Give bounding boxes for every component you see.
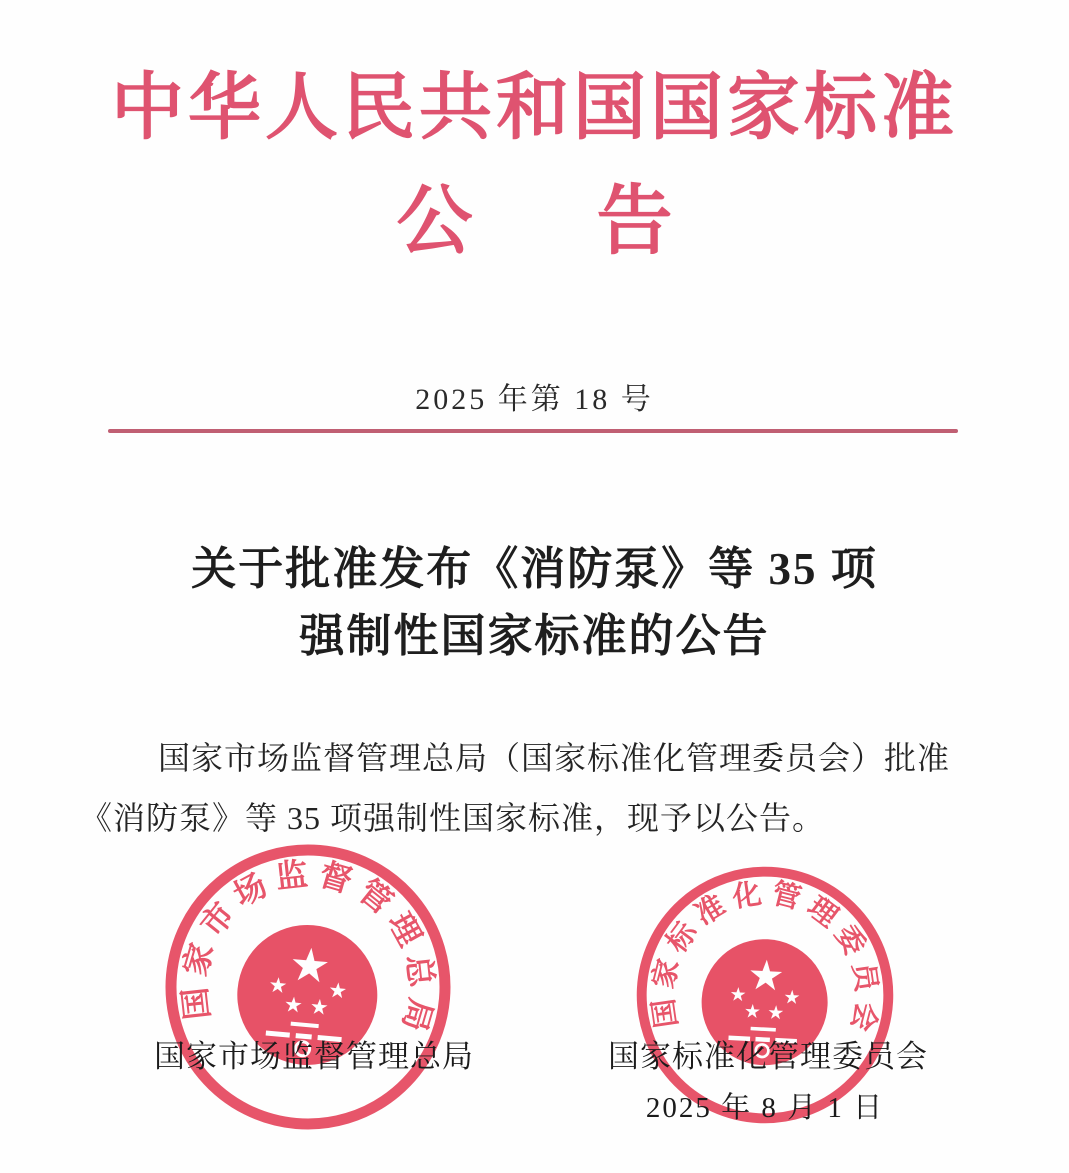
- notice-title-line-2: 强制性国家标准的公告: [299, 611, 770, 661]
- emblem-small-star-icon: ★: [282, 992, 304, 1018]
- signature-left-agency: 国家市场监督管理总局: [154, 1039, 474, 1074]
- seal-right-ring-text: 国家标准化管理委员会: [646, 876, 884, 1042]
- body-line-1: 国家市场监督管理总局（国家标准化管理委员会）批准: [158, 740, 951, 776]
- emblem-small-star-icon: ★: [327, 977, 349, 1004]
- signature-right-agency: 国家标准化管理委员会: [608, 1039, 928, 1074]
- emblem-small-star-icon: ★: [308, 994, 330, 1020]
- official-seal-left: [158, 837, 458, 1137]
- body-line-2: 《消防泵》等 35 项强制性国家标准，现予以公告。: [80, 800, 826, 836]
- emblem-big-star-icon: ★: [287, 936, 333, 994]
- emblem-small-star-icon: ★: [766, 1001, 785, 1025]
- body-paragraph: [80, 728, 993, 848]
- emblem-small-star-icon: ★: [782, 986, 801, 1010]
- issue-number: 2025 年第 18 号: [415, 383, 654, 416]
- document-header-title: 中华人民共和国国家标准: [111, 67, 958, 148]
- emblem-small-star-icon: ★: [267, 972, 289, 999]
- notice-title: [0, 536, 1069, 670]
- notice-title-line-1: 关于批准发布《消防泵》等 35 项: [191, 544, 878, 594]
- announcement-char-2: 告: [596, 180, 673, 264]
- red-divider-line: [108, 429, 958, 433]
- seal-left-ring-text: 国家市场监督管理总局: [175, 854, 441, 1044]
- signature-date: 2025 年 8 月 1 日: [645, 1092, 885, 1124]
- emblem-small-star-icon: ★: [743, 1000, 762, 1024]
- emblem-big-star-icon: ★: [746, 950, 786, 1001]
- announcement-char-1: 公: [396, 180, 473, 264]
- document-header-announcement: [0, 160, 1069, 269]
- emblem-small-star-icon: ★: [728, 983, 748, 1007]
- seal-left-stamp: [160, 839, 457, 1136]
